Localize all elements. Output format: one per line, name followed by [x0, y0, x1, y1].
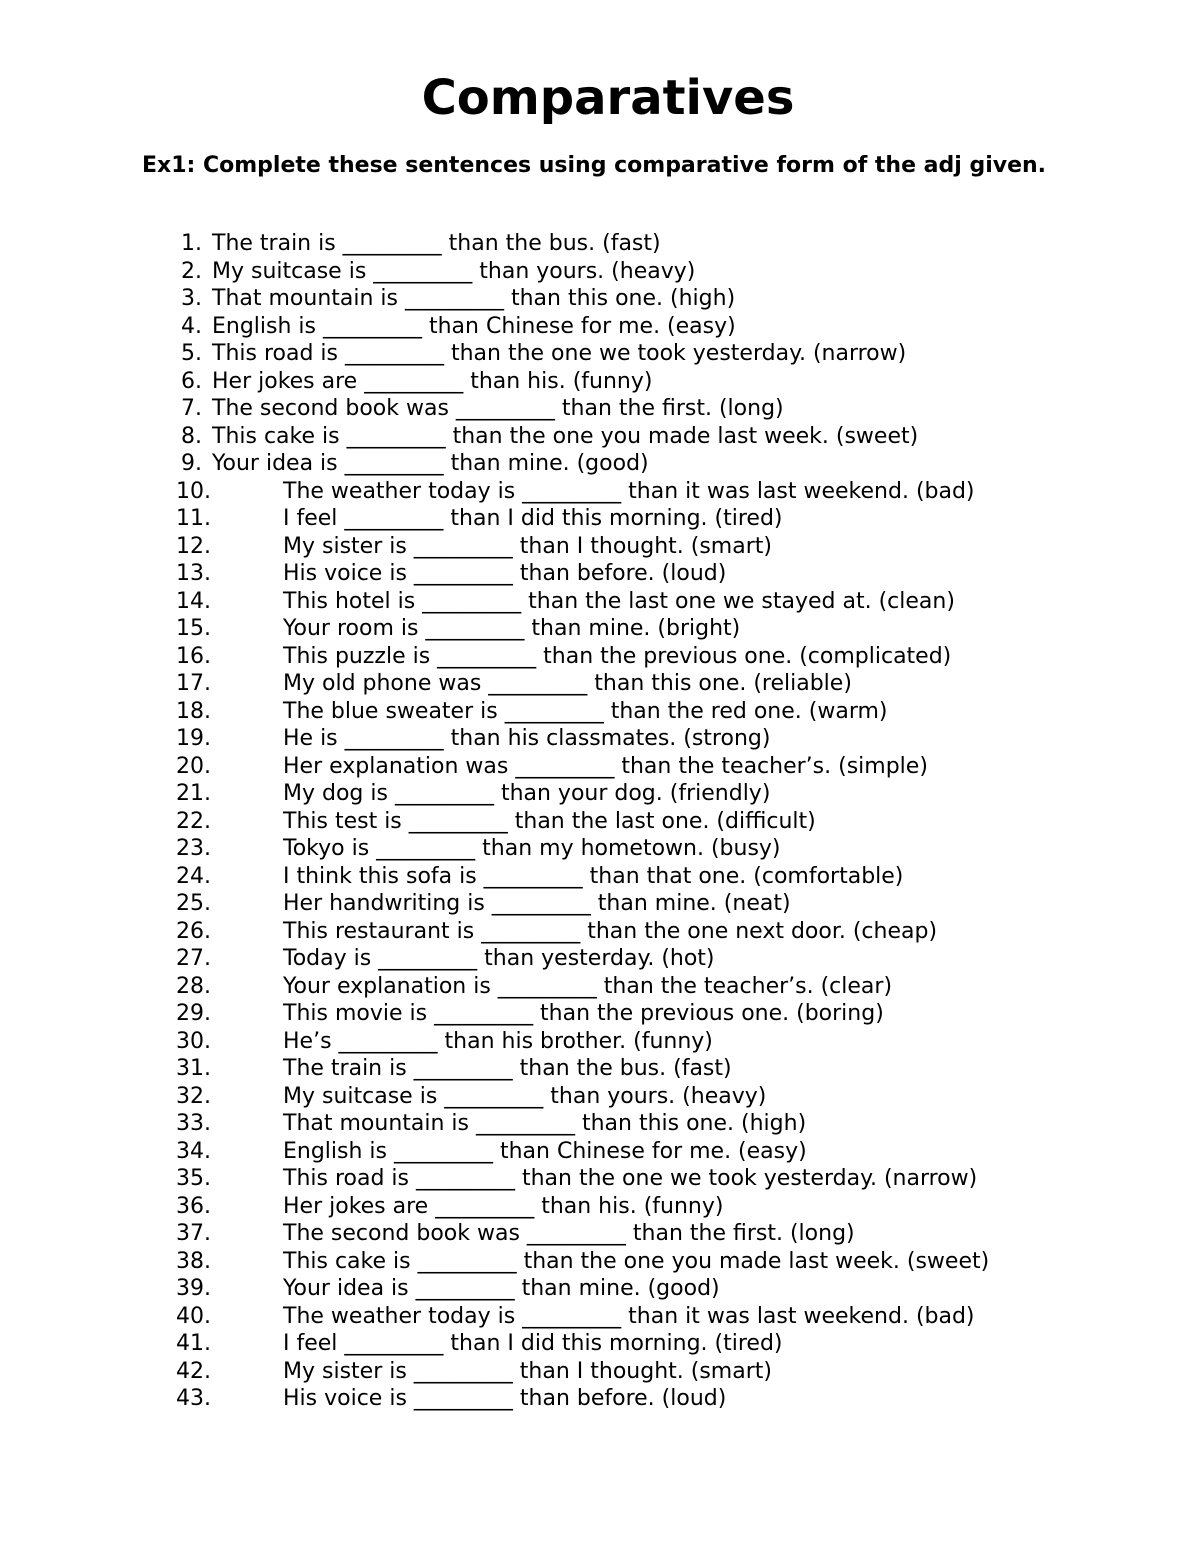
- exercise-item: [0, 395, 1200, 423]
- item-number: 18.: [176, 698, 211, 724]
- item-number: 29.: [176, 1001, 211, 1026]
- item-sentence: His voice is _________ than before. (loud): [283, 1386, 727, 1411]
- item-sentence: Her handwriting is _________ than mine. (neat): [283, 891, 791, 916]
- exercise-item: [0, 1248, 1200, 1276]
- page-title: Comparatives: [421, 70, 795, 126]
- item-sentence: Your room is _________ than mine. (bright): [283, 616, 741, 641]
- exercise-item: [0, 698, 1200, 726]
- exercise-list: [0, 230, 1200, 1413]
- item-number: 22.: [176, 808, 211, 834]
- item-number: 37.: [176, 1221, 211, 1246]
- item-sentence: I feel _________ than I did this morning. (tired): [283, 1331, 783, 1356]
- exercise-item: [0, 725, 1200, 753]
- item-number: 19.: [176, 726, 211, 751]
- item-sentence: The train is _________ than the bus. (fast): [212, 231, 661, 256]
- exercise-item: [0, 1165, 1200, 1193]
- exercise-item: [0, 368, 1200, 396]
- exercise-item: [0, 1358, 1200, 1386]
- item-sentence: This hotel is _________ than the last one we stayed at. (clean): [283, 588, 955, 614]
- item-sentence: That mountain is _________ than this one. (high): [212, 286, 736, 311]
- exercise-item: [0, 313, 1200, 341]
- item-number: 26.: [176, 918, 211, 944]
- exercise-item: [0, 588, 1200, 616]
- item-sentence: He’s _________ than his brother. (funny): [283, 1028, 713, 1054]
- item-sentence: My dog is _________ than your dog. (friendly): [283, 781, 771, 806]
- item-sentence: This movie is _________ than the previous one. (boring): [283, 1001, 884, 1026]
- exercise-item: [0, 478, 1200, 506]
- item-number: 42.: [176, 1358, 211, 1384]
- item-sentence: The weather today is _________ than it was last weekend. (bad): [283, 1303, 975, 1329]
- item-sentence: English is _________ than Chinese for me. (easy): [283, 1138, 807, 1164]
- item-sentence: My suitcase is _________ than yours. (heavy): [283, 1083, 767, 1109]
- item-number: 33.: [176, 1111, 211, 1136]
- item-number: 25.: [176, 891, 211, 916]
- item-sentence: Your idea is _________ than mine. (good): [283, 1276, 720, 1301]
- exercise-instruction: Ex1: Complete these sentences using comparative form of the adj given.: [142, 153, 1047, 178]
- exercise-item: [0, 973, 1200, 1001]
- exercise-item: [0, 258, 1200, 286]
- item-number: 5.: [181, 341, 202, 366]
- item-number: 43.: [176, 1386, 211, 1411]
- item-number: 13.: [176, 561, 211, 586]
- item-number: 34.: [176, 1138, 211, 1164]
- exercise-item: [0, 1110, 1200, 1138]
- item-number: 14.: [176, 588, 211, 614]
- item-number: 9.: [181, 451, 202, 476]
- item-number: 1.: [181, 231, 202, 256]
- item-number: 4.: [181, 313, 202, 339]
- item-number: 24.: [176, 863, 211, 889]
- item-sentence: This puzzle is _________ than the previous one. (complicated): [283, 643, 952, 669]
- item-number: 39.: [176, 1276, 211, 1301]
- exercise-item: [0, 1330, 1200, 1358]
- exercise-item: [0, 1385, 1200, 1413]
- exercise-item: [0, 1055, 1200, 1083]
- item-number: 35.: [176, 1166, 211, 1191]
- exercise-item: [0, 340, 1200, 368]
- item-number: 32.: [176, 1083, 211, 1109]
- item-number: 21.: [176, 781, 211, 806]
- item-number: 3.: [181, 286, 202, 311]
- exercise-item: [0, 808, 1200, 836]
- exercise-item: [0, 1275, 1200, 1303]
- exercise-item: [0, 285, 1200, 313]
- item-number: 38.: [176, 1248, 211, 1274]
- item-sentence: This cake is _________ than the one you made last week. (sweet): [212, 423, 919, 449]
- item-number: 40.: [176, 1303, 211, 1329]
- exercise-item: [0, 918, 1200, 946]
- item-sentence: His voice is _________ than before. (loud): [283, 561, 727, 586]
- item-sentence: Her jokes are _________ than his. (funny): [283, 1193, 724, 1219]
- item-number: 11.: [176, 506, 211, 531]
- item-number: 30.: [176, 1028, 211, 1054]
- item-number: 41.: [176, 1331, 211, 1356]
- item-number: 12.: [176, 533, 211, 559]
- item-sentence: This road is _________ than the one we took yesterday. (narrow): [283, 1166, 978, 1191]
- item-sentence: Today is _________ than yesterday. (hot): [283, 946, 715, 971]
- exercise-item: [0, 1193, 1200, 1221]
- exercise-item: [0, 560, 1200, 588]
- item-sentence: Her jokes are _________ than his. (funny): [212, 368, 653, 394]
- exercise-item: [0, 890, 1200, 918]
- exercise-item: [0, 1303, 1200, 1331]
- item-number: 20.: [176, 753, 211, 779]
- item-number: 27.: [176, 946, 211, 971]
- item-number: 10.: [176, 478, 211, 504]
- item-number: 17.: [176, 671, 211, 696]
- exercise-item: [0, 230, 1200, 258]
- item-number: 2.: [181, 258, 202, 284]
- item-sentence: Her explanation was _________ than the teacher’s. (simple): [283, 753, 928, 779]
- exercise-item: [0, 533, 1200, 561]
- item-sentence: The blue sweater is _________ than the red one. (warm): [283, 698, 888, 724]
- item-sentence: This cake is _________ than the one you made last week. (sweet): [283, 1248, 990, 1274]
- item-number: 6.: [181, 368, 202, 394]
- exercise-item: [0, 643, 1200, 671]
- item-sentence: My old phone was _________ than this one. (reliable): [283, 671, 852, 696]
- exercise-item: [0, 780, 1200, 808]
- exercise-item: [0, 835, 1200, 863]
- item-sentence: My sister is _________ than I thought. (smart): [283, 1358, 772, 1384]
- item-number: 7.: [181, 396, 202, 421]
- item-sentence: The weather today is _________ than it was last weekend. (bad): [283, 478, 975, 504]
- item-number: 23.: [176, 836, 211, 861]
- item-sentence: This restaurant is _________ than the one next door. (cheap): [283, 918, 938, 944]
- exercise-item: [0, 753, 1200, 781]
- exercise-item: [0, 1220, 1200, 1248]
- item-sentence: The second book was _________ than the first. (long): [212, 396, 784, 421]
- exercise-item: [0, 945, 1200, 973]
- item-number: 36.: [176, 1193, 211, 1219]
- exercise-item: [0, 1138, 1200, 1166]
- exercise-item: [0, 423, 1200, 451]
- item-sentence: My sister is _________ than I thought. (smart): [283, 533, 772, 559]
- item-sentence: Tokyo is _________ than my hometown. (busy): [283, 836, 781, 861]
- exercise-item: [0, 1000, 1200, 1028]
- item-number: 8.: [181, 423, 202, 449]
- exercise-item: [0, 863, 1200, 891]
- item-sentence: I think this sofa is _________ than that one. (comfortable): [283, 863, 904, 889]
- item-sentence: This test is _________ than the last one. (difficult): [283, 808, 816, 834]
- item-sentence: This road is _________ than the one we took yesterday. (narrow): [212, 341, 907, 366]
- item-sentence: The second book was _________ than the first. (long): [283, 1221, 855, 1246]
- item-sentence: Your explanation is _________ than the teacher’s. (clear): [283, 973, 893, 999]
- exercise-item: [0, 1028, 1200, 1056]
- item-sentence: English is _________ than Chinese for me. (easy): [212, 313, 736, 339]
- exercise-item: [0, 615, 1200, 643]
- item-sentence: The train is _________ than the bus. (fast): [283, 1056, 732, 1081]
- item-number: 28.: [176, 973, 211, 999]
- exercise-item: [0, 1083, 1200, 1111]
- exercise-item: [0, 450, 1200, 478]
- item-sentence: I feel _________ than I did this morning. (tired): [283, 506, 783, 531]
- item-sentence: My suitcase is _________ than yours. (heavy): [212, 258, 696, 284]
- item-sentence: He is _________ than his classmates. (strong): [283, 726, 771, 751]
- exercise-item: [0, 505, 1200, 533]
- exercise-item: [0, 670, 1200, 698]
- item-number: 16.: [176, 643, 211, 669]
- item-number: 15.: [176, 616, 211, 641]
- item-sentence: Your idea is _________ than mine. (good): [212, 451, 649, 476]
- item-sentence: That mountain is _________ than this one. (high): [283, 1111, 807, 1136]
- item-number: 31.: [176, 1056, 211, 1081]
